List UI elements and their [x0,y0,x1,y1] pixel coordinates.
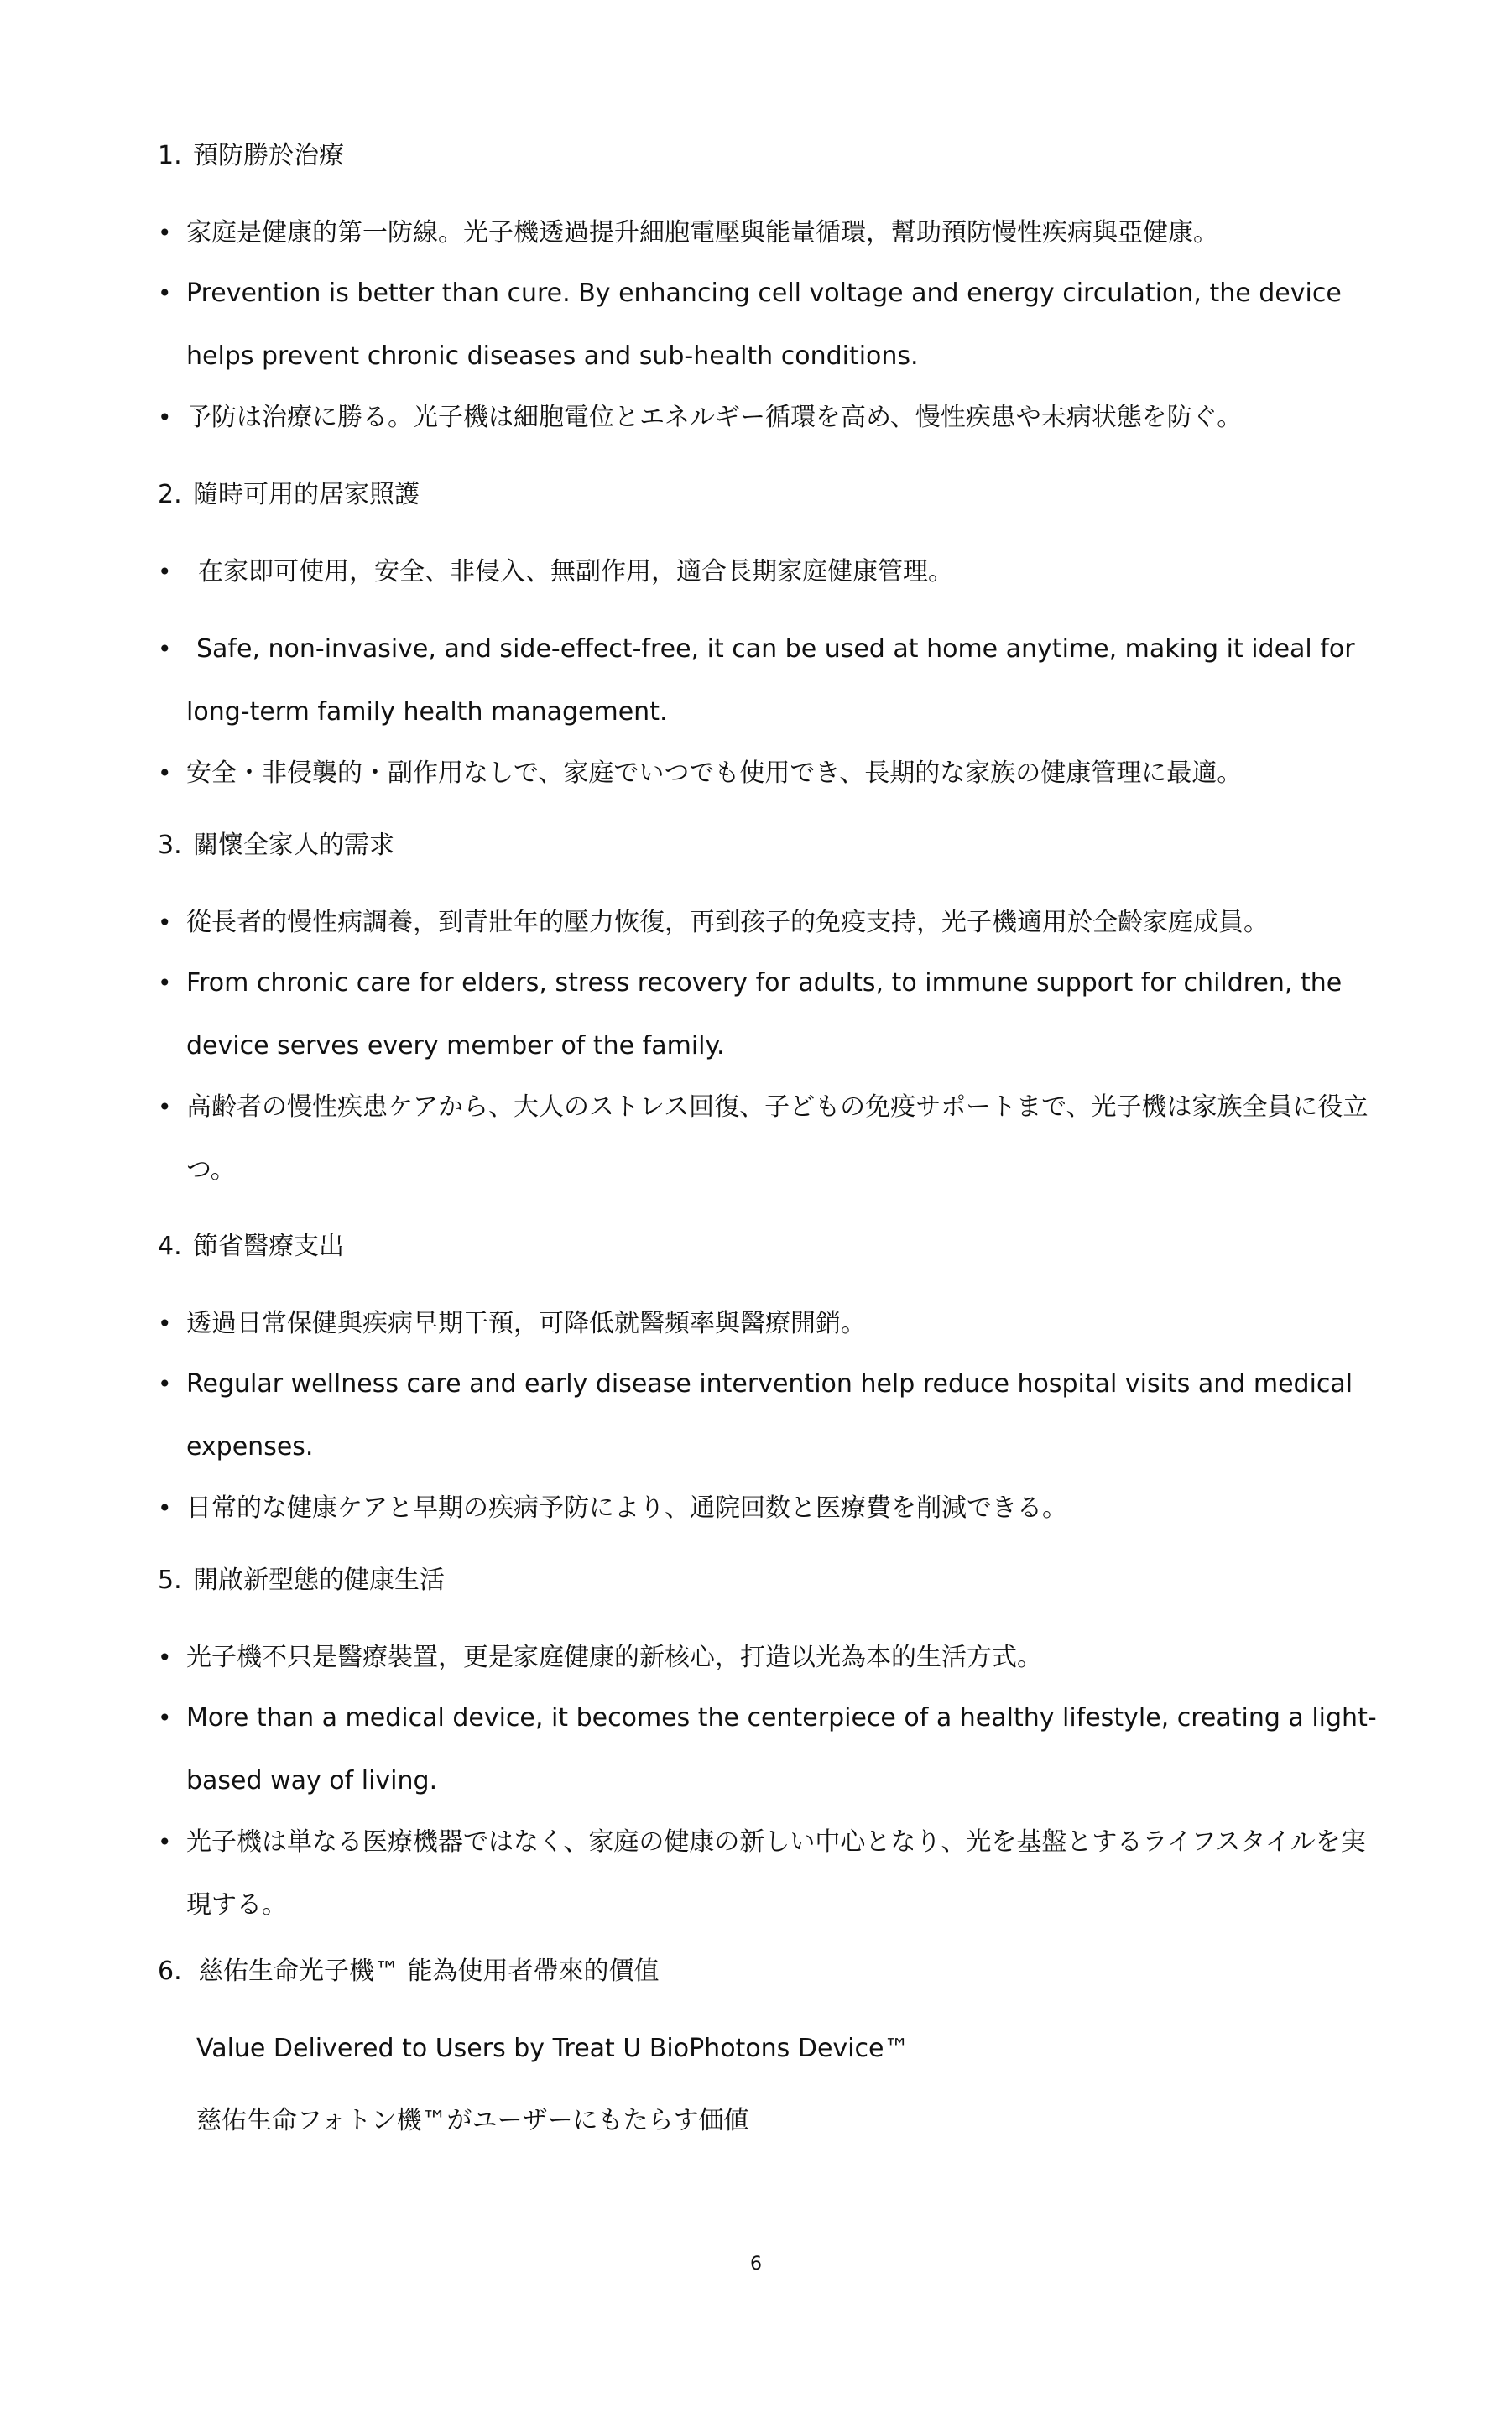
section-title: 隨時可用的居家照護 [193,480,420,509]
bullet-icon: • [158,635,172,663]
bullet-icon: • [158,1494,172,1522]
section-heading-1 [158,139,344,173]
bullet-icon: • [158,404,172,431]
list-item-text: 在家即可使用，安全、非侵入、無副作用，適合長期家庭健康管理。 [198,557,953,586]
section-subtitle-ja: 慈佑生命フォトン機™がユーザーにもたらす価値 [196,2106,749,2135]
list-item-text: 從長者的慢性病調養，到青壯年的壓力恢復，再到孩子的免疫支持，光子機適用於全齡家庭成員。 [186,908,1269,937]
section-heading-2 [158,478,420,512]
bullet-icon: • [158,1093,172,1121]
section-subtitle-en: Value Delivered to Users by Treat U BioPhotons Device™ [196,2034,910,2063]
bullet-icon: • [158,759,172,787]
section-number: 5. [158,1566,182,1595]
section-number: 4. [158,1232,182,1261]
list-item-text: From chronic care for elders, stress recovery for adults, to immune support for children, the device serves every member of the family. [186,968,1343,1061]
section-number: 6. [158,1957,182,1986]
bullet-icon: • [158,1644,172,1671]
list-item-text: More than a medical device, it becomes the centerpiece of a healthy lifestyle, creating a light-based way of living. [186,1703,1377,1795]
list-item-text: 安全・非侵襲的・副作用なしで、家庭でいつでも使用でき、長期的な家族の健康管理に最適。 [186,758,1243,788]
bullet-icon: • [158,279,172,307]
section-heading-5 [158,1564,445,1597]
list-item-text: 高齢者の慢性疾患ケアから、大人のストレス回復、子どもの免疫サポートまで、光子機は家族全員に役立つ。 [186,1092,1369,1185]
list-item-text: 透過日常保健與疾病早期干預，可降低就醫頻率與醫療開銷。 [186,1309,866,1338]
section-title: 關懷全家人的需求 [193,831,394,860]
list-item-text: Regular wellness care and early disease intervention help reduce hospital visits and medical expenses. [186,1369,1353,1462]
bullet-icon: • [158,558,172,586]
bullet-icon: • [158,219,172,247]
section-heading-4 [158,1230,344,1264]
bullet-icon: • [158,909,172,936]
list-item-text: 日常的な健康ケアと早期の疾病予防により、通院回数と医療費を削減できる。 [186,1493,1067,1523]
page-number: 6 [750,2254,762,2275]
section-title: 慈佑生命光子機™ 能為使用者帶來的價值 [198,1957,660,1986]
bullet-icon: • [158,1704,172,1732]
list-item-text: 予防は治療に勝る。光子機は細胞電位とエネルギー循環を高め、慢性疾患や未病状態を防ぐ。 [186,403,1243,432]
list-item-text: 家庭是健康的第一防線。光子機透過提升細胞電壓與能量循環，幫助預防慢性疾病與亞健康。 [186,218,1218,248]
section-number: 3. [158,831,182,860]
list-item-text: Safe, non-invasive, and side-effect-free, it can be used at home anytime, making it ideal for long-term family health management. [186,634,1355,727]
list-item-text: Prevention is better than cure. By enhancing cell voltage and energy circulation, the device helps prevent chronic diseases and sub-health conditions. [186,279,1342,371]
bullet-icon: • [158,1370,172,1398]
section-number: 2. [158,480,182,509]
section-title: 開啟新型態的健康生活 [193,1566,445,1595]
bullet-icon: • [158,1310,172,1337]
section-heading-3 [158,829,394,863]
list-item-text: 光子機は単なる医療機器ではなく、家庭の健康の新しい中心となり、光を基盤とするライフスタイルを実現する。 [186,1827,1366,1920]
section-title: 預防勝於治療 [193,141,344,170]
section-title: 節省醫療支出 [193,1232,344,1261]
bullet-icon: • [158,969,172,997]
list-item-text: 光子機不只是醫療裝置，更是家庭健康的新核心，打造以光為本的生活方式。 [186,1643,1042,1672]
section-heading-6 [158,1955,660,1988]
bullet-icon: • [158,1828,172,1856]
section-number: 1. [158,141,182,170]
